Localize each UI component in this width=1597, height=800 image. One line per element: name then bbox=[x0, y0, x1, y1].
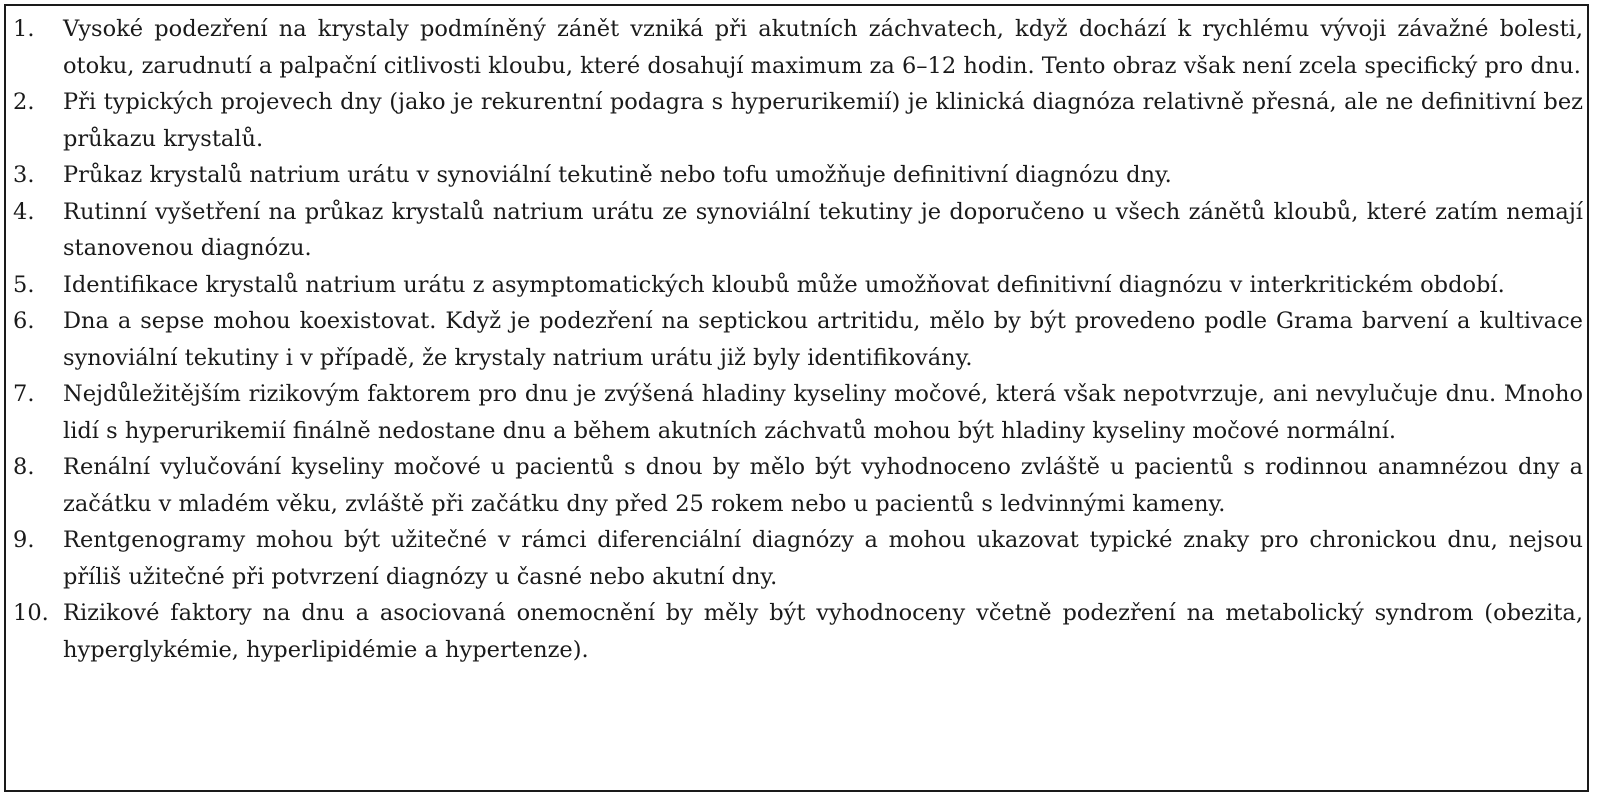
list-item bbox=[13, 376, 1583, 449]
list-item bbox=[13, 267, 1583, 304]
list-item bbox=[13, 595, 1583, 668]
item-number: 1. bbox=[13, 16, 35, 42]
item-number: 4. bbox=[13, 198, 35, 225]
item-number: 9. bbox=[13, 527, 35, 553]
item-number: 8. bbox=[13, 454, 35, 480]
list-item bbox=[13, 522, 1583, 595]
item-text: Vysoké podezření na krystaly podmíněný zánět vzniká při akutních záchvatech, když dochází k rychlému vývoji závažné bolesti, otoku, zarudnutí a palpační citlivosti kloubu, které dosahují maximum za 6–12 hodin. Tento obraz však není zcela specifický pro dnu. bbox=[63, 16, 1583, 79]
recommendations-list bbox=[13, 11, 1583, 668]
item-text: Průkaz krystalů natrium urátu v synoviální tekutině nebo tofu umožňuje definitivní diagnózu dny. bbox=[63, 162, 1172, 188]
list-item bbox=[13, 303, 1583, 376]
item-text: Rutinní vyšetření na průkaz krystalů natrium urátu ze synoviální tekutiny je doporučeno u všech zánětů kloubů, které zatím nemají stanovenou diagnózu. bbox=[63, 198, 1583, 261]
item-text: Identifikace krystalů natrium urátu z asymptomatických kloubů může umožňovat definitivní diagnózu v interkritickém období. bbox=[63, 271, 1505, 298]
item-number: 3. bbox=[13, 162, 35, 188]
item-number: 6. bbox=[13, 308, 35, 334]
item-text: Renální vylučování kyseliny močové u pacientů s dnou by mělo být vyhodnoceno zvláště u pacientů s rodinnou anamnézou dny a začátku v mladém věku, zvláště při začátku dny před 25 rokem nebo u pacientů s ledvinnými kameny. bbox=[63, 454, 1583, 517]
item-text: Rentgenogramy mohou být užitečné v rámci diferenciální diagnózy a mohou ukazovat typické znaky pro chronickou dnu, nejsou příliš užitečné při potvrzení diagnózy u časné nebo akutní dny. bbox=[63, 527, 1583, 590]
list-item bbox=[13, 449, 1583, 522]
item-number: 10. bbox=[13, 600, 49, 626]
item-number: 2. bbox=[13, 89, 35, 115]
item-text: Dna a sepse mohou koexistovat. Když je podezření na septickou artritidu, mělo by být provedeno podle Grama barvení a kultivace synoviální tekutiny i v případě, že krystaly natrium urátu již byly identifikovány. bbox=[63, 308, 1583, 371]
list-item bbox=[13, 157, 1583, 194]
list-item bbox=[13, 84, 1583, 157]
item-number: 5. bbox=[13, 271, 35, 298]
list-item bbox=[13, 11, 1583, 84]
item-number: 7. bbox=[13, 381, 35, 407]
item-text: Rizikové faktory na dnu a asociovaná onemocnění by měly být vyhodnoceny včetně podezření na metabolický syndrom (obezita, hyperglykémie, hyperlipidémie a hypertenze). bbox=[63, 600, 1583, 663]
item-text: Při typických projevech dny (jako je rekurentní podagra s hyperurikemií) je klinická diagnóza relativně přesná, ale ne definitivní bez průkazu krystalů. bbox=[63, 89, 1583, 152]
item-text: Nejdůležitějším rizikovým faktorem pro dnu je zvýšená hladiny kyseliny močové, která však nepotvrzuje, ani nevylučuje dnu. Mnoho lidí s hyperurikemií finálně nedostane dnu a během akutních záchvatů mohou být hladiny kyseliny močové normální. bbox=[63, 381, 1583, 444]
list-item bbox=[13, 194, 1583, 267]
